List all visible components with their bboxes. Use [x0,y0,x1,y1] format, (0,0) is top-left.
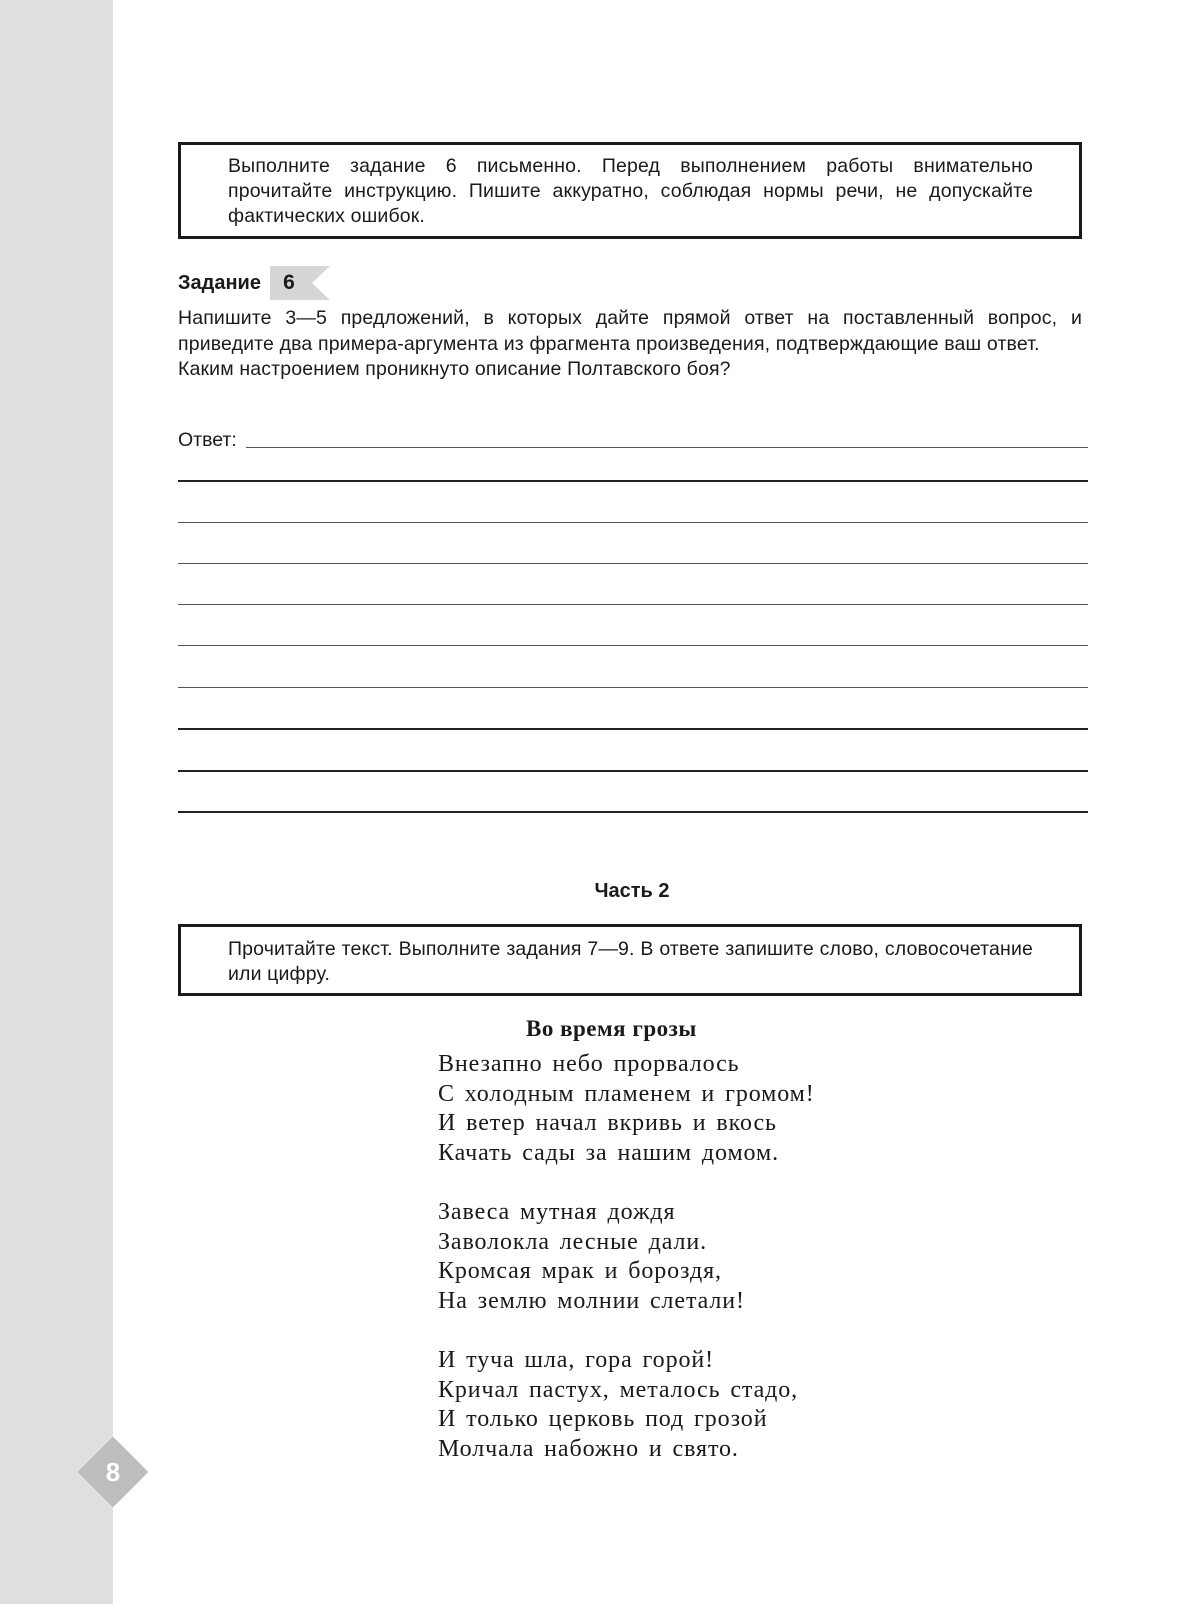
poem-line: Внезапно небо прорвалось [438,1051,740,1077]
instructions-text: Выполните задание 6 письменно. Перед выполнением работы внимательно прочитайте инструкцию. Пишите аккуратно, соблюдая нормы речи, не допускайте фактических ошибок. [228,155,1033,227]
task-header [178,266,330,300]
task-prompt-block [178,306,1082,383]
poem-stanza [438,1050,815,1168]
poem-line: И только церковь под грозой [438,1406,768,1432]
task-label: Задание [178,271,261,294]
poem-line: Качать сады за нашим домом. [438,1139,779,1166]
answer-line[interactable] [178,480,1088,482]
answer-label: Ответ: [178,429,237,451]
page-number-badge [78,1437,148,1507]
answer-line[interactable] [178,687,1088,688]
poem-line: Молчала набожно и свято. [438,1435,739,1462]
answer-line[interactable] [178,645,1088,646]
poem-line: И туча шла, гора горой! [438,1347,715,1373]
poem-line: Завеса мутная дождя [438,1199,676,1225]
task-prompt: Напишите 3—5 предложений, в которых дайте прямой ответ на поставленный вопрос, и приведите два примера-аргумента из фрагмента произведения, подтверждающие ваш ответ. [178,307,1082,355]
task-number: 6 [283,271,295,294]
instructions-text: Прочитайте текст. Выполните задания 7—9. В ответе запишите слово, словосочетание или цифру. [228,938,1033,985]
instructions-box-part2 [178,924,1082,996]
poem-line: И ветер начал вкривь и вкось [438,1110,777,1136]
answer-line[interactable] [178,811,1088,813]
task-question: Каким настроением проникнуто описание Полтавского боя? [178,358,731,380]
poem-line: Кричал пастух, металось стадо, [438,1376,799,1403]
page-number: 8 [105,1457,121,1487]
answer-line[interactable] [178,604,1088,605]
answer-line[interactable] [178,522,1088,523]
poem-title: Во время грозы [526,1016,697,1041]
answer-line[interactable] [246,447,1088,448]
answer-first-row [178,428,1088,452]
poem-line: С холодным пламенем и громом! [438,1080,815,1107]
task-number-flag [270,266,330,300]
answer-line[interactable] [178,563,1088,564]
poem-stanza [438,1198,815,1316]
instructions-box-part1 [178,142,1082,239]
answer-line[interactable] [178,728,1088,730]
poem [438,1014,815,1494]
page-margin-sidebar [0,0,113,1604]
part-2-title: Часть 2 [594,880,670,902]
poem-stanza [438,1346,815,1464]
poem-line: На землю молнии слетали! [438,1287,745,1314]
poem-line: Заволокла лесные дали. [438,1228,707,1255]
answer-line[interactable] [178,770,1088,772]
poem-line: Кромсая мрак и бороздя, [438,1258,722,1284]
